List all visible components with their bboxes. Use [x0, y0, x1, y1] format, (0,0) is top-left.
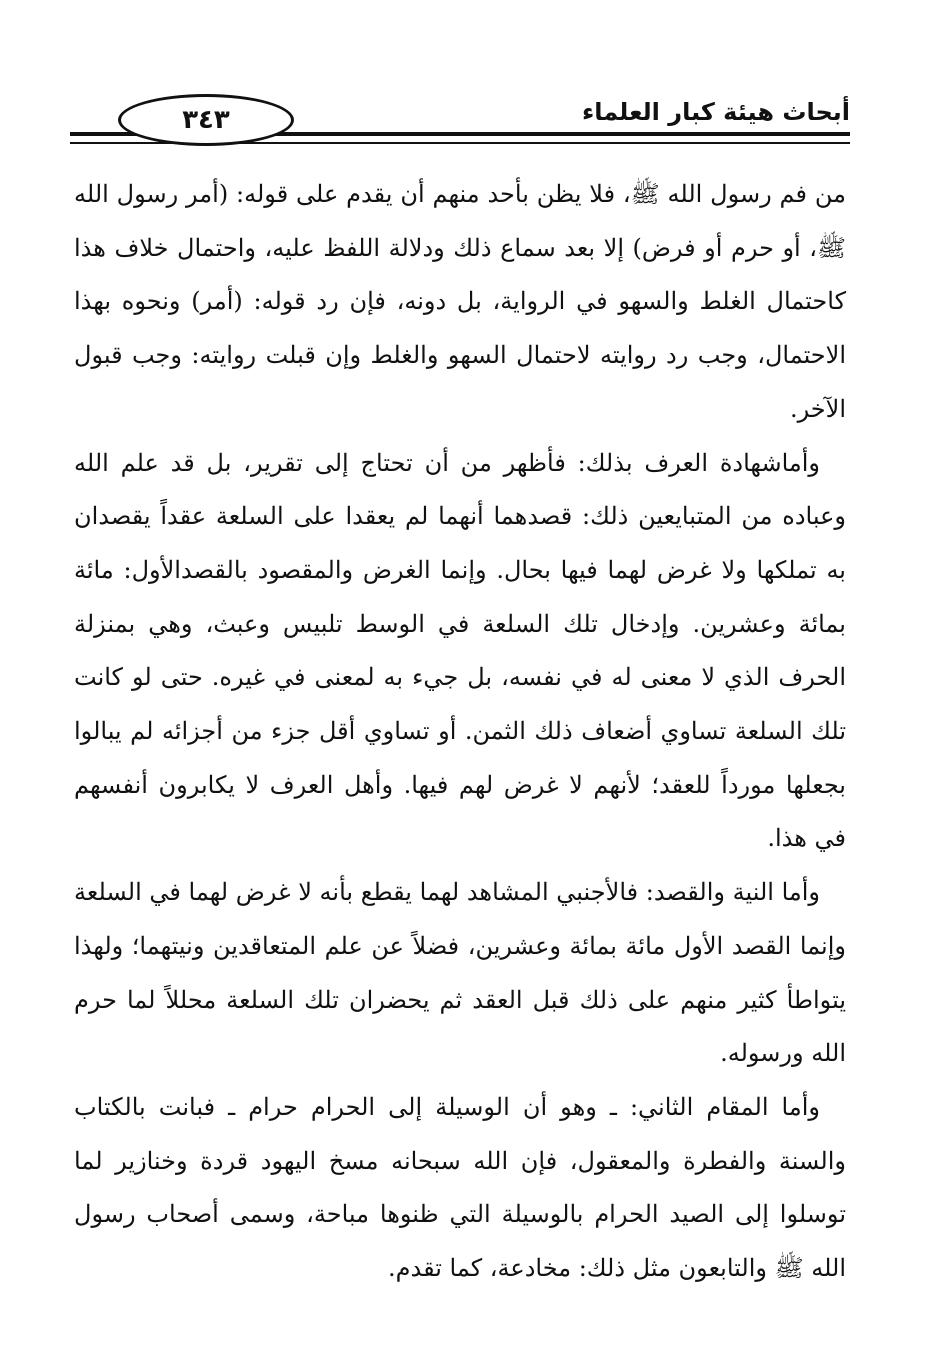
paragraph-1: من فم رسول الله ﷺ، فلا يظن بأحد منهم أن يقدم على قوله: (أمر رسول الله ﷺ، أو حرم أو فرض) إلا بعد سماع ذلك ودلالة اللفظ عليه، واحتمال خلاف هذا كاحتمال الغلط والسهو في الرواية، بل دونه، فإن رد قوله: (أمر) ونحوه بهذا الاحتمال، وجب رد روايته لاحتمال السهو والغلط وإن قبلت روايته: وجب قبول الآخر.: [74, 180, 846, 423]
paragraph-3: وأما النية والقصد: فالأجنبي المشاهد لهما يقطع بأنه لا غرض لهما في السلعة وإنما القصد الأول مائة بمائة وعشرين، فضلاً عن علم المتعاقدين ونيتهما؛ ولهذا يتواطأ كثير منهم على ذلك قبل العقد ثم يحضران تلك السلعة محللاً لما حرم الله ورسوله.: [74, 878, 846, 1068]
body-text: [74, 168, 846, 1296]
page-header: [70, 90, 850, 162]
paragraph-4: وأما المقام الثاني: ـ وهو أن الوسيلة إلى الحرام حرام ـ فبانت بالكتاب والسنة والفطرة والمعقول، فإن الله سبحانه مسخ اليهود قردة وخنازير لما توسلوا إلى الصيد الحرام بالوسيلة التي ظنوها مباحة، وسمى أصحاب رسول الله ﷺ والتابعون مثل ذلك: مخادعة، كما تقدم.: [74, 1092, 847, 1283]
page-number-oval: [118, 94, 294, 146]
running-title: أبحاث هيئة كبار العلماء: [581, 98, 850, 126]
page-number: ٣٤٣: [182, 105, 230, 135]
paragraph-2: وأماشهادة العرف بذلك: فأظهر من أن تحتاج إلى تقرير، بل قد علم الله وعباده من المتبايعين ذلك: قصدهما أنهما لم يعقدا على السلعة عقداً يقصدان به تملكها ولا غرض لهما فيها بحال. وإنما الغرض والمقصود بالقصدالأول: مائة بمائة وعشرين. وإدخال تلك السلعة في الوسط تلبيس وعبث، وهي بمنزلة الحرف الذي لا معنى له في نفسه، بل جيء به لمعنى في غيره. حتى لو كانت تلك السلعة تساوي أضعاف ذلك الثمن. أو تساوي أقل جزء من أجزائه لم يبالوا بجعلها مورداً للعقد؛ لأنهم لا غرض لهم فيها. وأهل العرف لا يكابرون أنفسهم في هذا.: [74, 448, 846, 853]
